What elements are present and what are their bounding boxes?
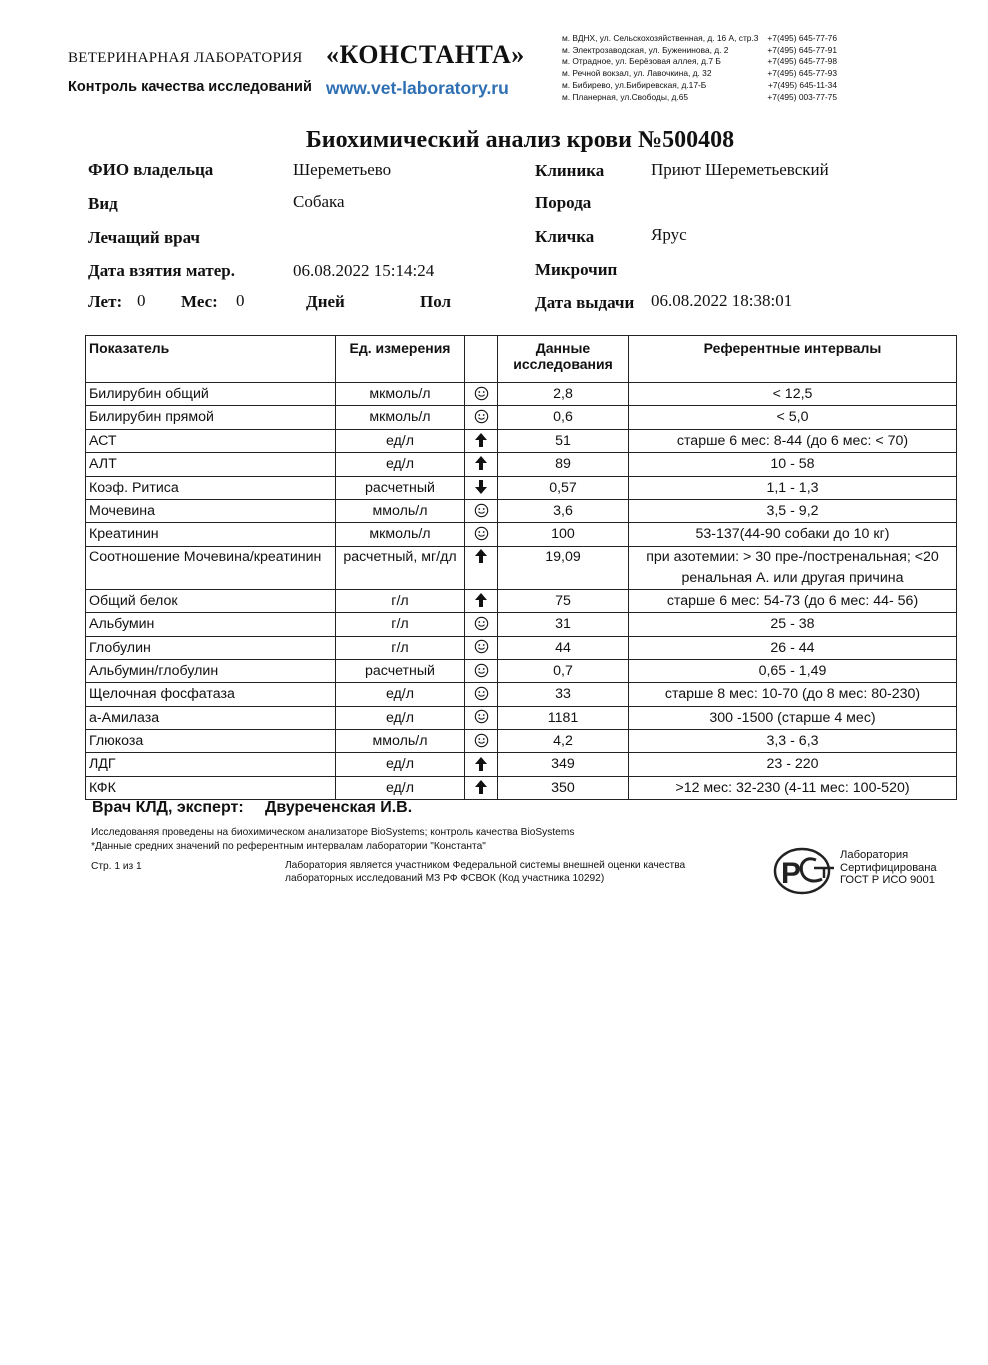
value-cell: 0,57 bbox=[498, 476, 629, 499]
document-title: Биохимический анализ крови №500408 bbox=[305, 127, 735, 153]
reference-cell: 0,65 - 1,49 bbox=[629, 659, 957, 682]
value-cell: 349 bbox=[498, 753, 629, 776]
table-row bbox=[86, 776, 957, 799]
lab-subtitle: Контроль качества исследований bbox=[68, 79, 312, 95]
months-value: 0 bbox=[236, 291, 245, 310]
table-row bbox=[86, 730, 957, 753]
table-row bbox=[86, 453, 957, 476]
unit-cell: ед/л bbox=[336, 429, 465, 452]
value-cell: 2,8 bbox=[498, 383, 629, 406]
pet-name-value: Ярус bbox=[651, 225, 687, 244]
value-cell: 1181 bbox=[498, 706, 629, 729]
address-phone: +7(495) 003-77-75 bbox=[767, 91, 837, 102]
address-text: м. Электрозаводская, ул. Буженинова, д. 2 bbox=[562, 44, 729, 55]
reference-cell: 23 - 220 bbox=[629, 753, 957, 776]
years-label: Лет: bbox=[88, 292, 123, 311]
parameter-cell: Альбумин/глобулин bbox=[86, 659, 336, 682]
reference-cell: 1,1 - 1,3 bbox=[629, 476, 957, 499]
table-row bbox=[86, 546, 957, 589]
days-label: Дней bbox=[306, 292, 345, 311]
table-row bbox=[86, 589, 957, 612]
reference-cell: при азотемии: > 30 пре-/постренальная; <20 ренальная А. или другая причина bbox=[629, 546, 957, 589]
svg-text:P: P bbox=[781, 857, 802, 890]
smiley-icon bbox=[474, 409, 489, 425]
status-cell bbox=[465, 499, 498, 522]
address-text: м. ВДНХ, ул. Сельскохозяйственная, д. 16 А, стр.3 bbox=[562, 33, 759, 43]
value-cell: 0,7 bbox=[498, 659, 629, 682]
value-cell: 51 bbox=[498, 429, 629, 452]
status-cell bbox=[465, 683, 498, 706]
lab-website-link[interactable]: www.vet-laboratory.ru bbox=[326, 78, 509, 98]
smiley-icon bbox=[474, 640, 489, 656]
reference-cell: 3,3 - 6,3 bbox=[629, 730, 957, 753]
reference-cell: < 5,0 bbox=[629, 406, 957, 429]
smiley-icon bbox=[474, 526, 489, 542]
smiley-icon bbox=[474, 616, 489, 632]
arrow-up-icon bbox=[474, 456, 488, 472]
fsvok-note: Лаборатория является участником Федеральной системы внешней оценки качества лабораторных исследований МЗ РФ ФСВОК (Код участника 10292) bbox=[285, 860, 686, 884]
reference-cell: 53-137(44-90 собаки до 10 кг) bbox=[629, 523, 957, 546]
reference-cell: >12 мес: 32-230 (4-11 мес: 100-520) bbox=[629, 776, 957, 799]
table-row bbox=[86, 706, 957, 729]
value-cell: 33 bbox=[498, 683, 629, 706]
reference-cell: старше 8 мес: 10-70 (до 8 мес: 80-230) bbox=[629, 683, 957, 706]
species-label: Вид bbox=[88, 194, 118, 213]
status-cell bbox=[465, 659, 498, 682]
table-row bbox=[86, 429, 957, 452]
table-row bbox=[86, 753, 957, 776]
col-header-status bbox=[465, 336, 498, 383]
species-value: Собака bbox=[293, 192, 345, 211]
address-text: м. Бибирево, ул.Бибиревская, д.17-Б bbox=[562, 79, 707, 90]
smiley-icon bbox=[474, 663, 489, 679]
reference-cell: < 12,5 bbox=[629, 383, 957, 406]
value-cell: 75 bbox=[498, 589, 629, 612]
smiley-icon bbox=[474, 686, 489, 702]
arrow-up-icon bbox=[474, 780, 488, 796]
col-header-value: Данные исследования bbox=[498, 336, 629, 383]
status-cell bbox=[465, 753, 498, 776]
table-row bbox=[86, 523, 957, 546]
value-cell: 89 bbox=[498, 453, 629, 476]
smiley-icon bbox=[474, 733, 489, 749]
unit-cell: ед/л bbox=[336, 683, 465, 706]
address-row bbox=[562, 33, 837, 45]
reference-cell: 26 - 44 bbox=[629, 636, 957, 659]
unit-cell: г/л bbox=[336, 589, 465, 612]
sample-date-value: 06.08.2022 15:14:24 bbox=[293, 261, 435, 280]
address-phone: +7(495) 645-11-34 bbox=[768, 79, 837, 90]
col-header-parameter: Показатель bbox=[86, 336, 336, 383]
value-cell: 100 bbox=[498, 523, 629, 546]
expert-name: Двуреченская И.В. bbox=[265, 799, 413, 816]
lab-brand: «КОНСТАНТА» bbox=[326, 40, 525, 69]
owner-label: ФИО владельца bbox=[88, 160, 214, 179]
breed-label: Порода bbox=[535, 193, 592, 212]
unit-cell: мкмоль/л bbox=[336, 406, 465, 429]
table-row bbox=[86, 406, 957, 429]
unit-cell: мкмоль/л bbox=[336, 383, 465, 406]
status-cell bbox=[465, 476, 498, 499]
value-cell: 4,2 bbox=[498, 730, 629, 753]
unit-cell: ммоль/л bbox=[336, 730, 465, 753]
parameter-cell: Билирубин общий bbox=[86, 383, 336, 406]
unit-cell: ед/л bbox=[336, 706, 465, 729]
unit-cell: расчетный bbox=[336, 476, 465, 499]
reference-cell: 10 - 58 bbox=[629, 453, 957, 476]
unit-cell: г/л bbox=[336, 636, 465, 659]
value-cell: 19,09 bbox=[498, 546, 629, 589]
table-row bbox=[86, 476, 957, 499]
parameter-cell: Билирубин прямой bbox=[86, 406, 336, 429]
parameter-cell: Щелочная фосфатаза bbox=[86, 683, 336, 706]
reference-cell: 25 - 38 bbox=[629, 613, 957, 636]
address-row bbox=[562, 45, 837, 57]
expert-label: Врач КЛД, эксперт: bbox=[92, 799, 244, 816]
arrow-up-icon bbox=[474, 756, 488, 772]
status-cell bbox=[465, 523, 498, 546]
parameter-cell: Соотношение Мочевина/креатинин bbox=[86, 546, 336, 589]
sample-date-label: Дата взятия матер. bbox=[88, 261, 235, 280]
address-row bbox=[562, 80, 837, 92]
table-row bbox=[86, 659, 957, 682]
chip-label: Микрочип bbox=[535, 260, 618, 279]
parameter-cell: а-Амилаза bbox=[86, 706, 336, 729]
parameter-cell: Глобулин bbox=[86, 636, 336, 659]
status-cell bbox=[465, 613, 498, 636]
parameter-cell: Глюкоза bbox=[86, 730, 336, 753]
address-phone: +7(495) 645-77-93 bbox=[767, 68, 837, 79]
parameter-cell: Коэф. Ритиса bbox=[86, 476, 336, 499]
months-label: Мес: bbox=[181, 292, 218, 311]
value-cell: 31 bbox=[498, 613, 629, 636]
arrow-up-icon bbox=[474, 593, 488, 609]
certification-text: Лаборатория Сертифицирована ГОСТ Р ИСО 9001 bbox=[840, 849, 937, 886]
rst-cert-logo bbox=[772, 846, 838, 896]
arrow-up-icon bbox=[474, 549, 488, 565]
value-cell: 44 bbox=[498, 636, 629, 659]
parameter-cell: ЛДГ bbox=[86, 753, 336, 776]
issue-date-label: Дата выдачи bbox=[535, 293, 635, 312]
value-cell: 350 bbox=[498, 776, 629, 799]
lab-addresses bbox=[562, 33, 837, 103]
value-cell: 3,6 bbox=[498, 499, 629, 522]
unit-cell: расчетный, мг/дл bbox=[336, 546, 465, 589]
arrow-down-icon bbox=[474, 480, 488, 496]
address-text: м. Речной вокзал, ул. Лавочкина, д. 32 bbox=[562, 68, 712, 79]
reference-cell: старше 6 мес: 8-44 (до 6 мес: < 70) bbox=[629, 429, 957, 452]
unit-cell: ммоль/л bbox=[336, 499, 465, 522]
unit-cell: г/л bbox=[336, 613, 465, 636]
unit-cell: ед/л bbox=[336, 753, 465, 776]
col-header-reference: Референтные интервалы bbox=[629, 336, 957, 383]
pet-name-label: Кличка bbox=[535, 227, 595, 246]
status-cell bbox=[465, 706, 498, 729]
clinic-label: Клиника bbox=[535, 161, 605, 180]
parameter-cell: Мочевина bbox=[86, 499, 336, 522]
table-row bbox=[86, 499, 957, 522]
status-cell bbox=[465, 453, 498, 476]
address-phone: +7(495) 645-77-98 bbox=[767, 56, 837, 67]
unit-cell: мкмоль/л bbox=[336, 523, 465, 546]
page-number: Стр. 1 из 1 bbox=[91, 861, 142, 872]
status-cell bbox=[465, 589, 498, 612]
parameter-cell: АСТ bbox=[86, 429, 336, 452]
parameter-cell: АЛТ bbox=[86, 453, 336, 476]
status-cell bbox=[465, 383, 498, 406]
lab-name: ВЕТЕРИНАРНАЯ ЛАБОРАТОРИЯ bbox=[68, 50, 303, 66]
address-row bbox=[562, 92, 837, 104]
results-table bbox=[85, 335, 957, 800]
address-row bbox=[562, 68, 837, 80]
col-header-unit: Ед. измерения bbox=[336, 336, 465, 383]
parameter-cell: КФК bbox=[86, 776, 336, 799]
status-cell bbox=[465, 546, 498, 589]
address-text: м. Отрадное, ул. Берёзовая аллея, д.7 Б bbox=[562, 56, 721, 67]
address-phone: +7(495) 645-77-76 bbox=[767, 33, 837, 43]
status-cell bbox=[465, 636, 498, 659]
reference-cell: старше 6 мес: 54-73 (до 6 мес: 44- 56) bbox=[629, 589, 957, 612]
address-text: м. Планерная, ул.Свободы, д.65 bbox=[562, 91, 689, 102]
doctor-label: Лечащий врач bbox=[88, 228, 200, 247]
table-row bbox=[86, 613, 957, 636]
clinic-value: Приют Шереметьевский bbox=[651, 160, 829, 179]
status-cell bbox=[465, 730, 498, 753]
note-analyzer: Исследованяя проведены на биохимическом анализаторе BioSystems; контроль качества BioSystems bbox=[91, 827, 575, 838]
owner-value: Шереметьево bbox=[293, 160, 392, 179]
status-cell bbox=[465, 429, 498, 452]
smiley-icon bbox=[474, 386, 489, 402]
reference-cell: 300 -1500 (старше 4 мес) bbox=[629, 706, 957, 729]
reference-cell: 3,5 - 9,2 bbox=[629, 499, 957, 522]
table-row bbox=[86, 383, 957, 406]
unit-cell: ед/л bbox=[336, 453, 465, 476]
smiley-icon bbox=[474, 710, 489, 726]
note-reference: *Данные средних значений по референтным интервалам лаборатории "Константа" bbox=[91, 841, 486, 852]
parameter-cell: Альбумин bbox=[86, 613, 336, 636]
address-row bbox=[562, 56, 837, 68]
status-cell bbox=[465, 406, 498, 429]
status-cell bbox=[465, 776, 498, 799]
table-row bbox=[86, 683, 957, 706]
unit-cell: ед/л bbox=[336, 776, 465, 799]
table-header-row bbox=[86, 336, 957, 383]
arrow-up-icon bbox=[474, 433, 488, 449]
unit-cell: расчетный bbox=[336, 659, 465, 682]
parameter-cell: Креатинин bbox=[86, 523, 336, 546]
value-cell: 0,6 bbox=[498, 406, 629, 429]
smiley-icon bbox=[474, 503, 489, 519]
parameter-cell: Общий белок bbox=[86, 589, 336, 612]
years-value: 0 bbox=[137, 291, 146, 310]
table-row bbox=[86, 636, 957, 659]
address-phone: +7(495) 645-77-91 bbox=[767, 44, 837, 55]
sex-label: Пол bbox=[420, 292, 452, 311]
issue-date-value: 06.08.2022 18:38:01 bbox=[651, 291, 793, 310]
